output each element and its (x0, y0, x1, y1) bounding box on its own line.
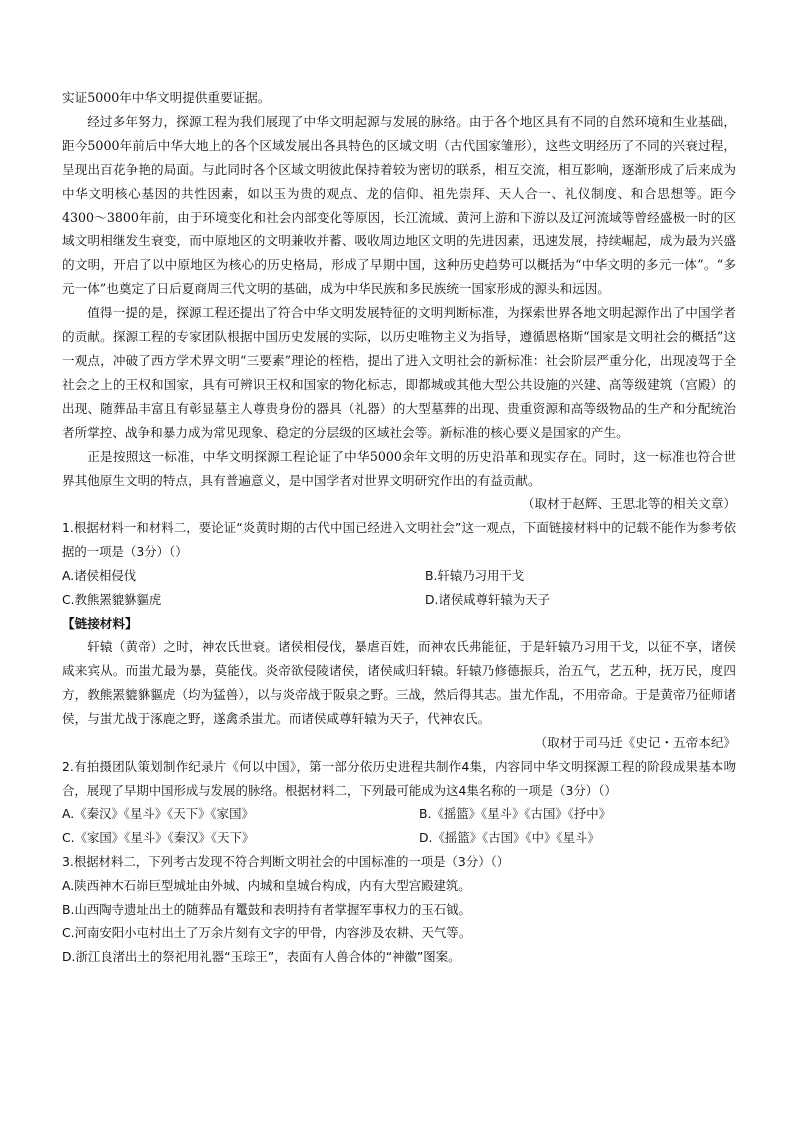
material-para1: 经过多年努力，探源工程为我们展现了中华文明起源与发展的脉络。由于各个地区具有不同的自然环境和生业基础，距今5000年前后中华大地上的各个区域发展出各具特色的区域文明（古代国家雏形），这些文明经历了不同的兴衰过程，呈现出百花争艳的局面。与此同时各个区域文明彼此保持着较为密切的联系，相互交流，相互影响，逐渐形成了后来成为中华文明核心基因的共性因素，如以玉为贵的观点、龙的信仰、祖先崇拜、天人合一、礼仪制度、和合思想等。距今4300～3800年前，由于环境变化和社会内部变化等原因，长江流域、黄河上游和下游以及辽河流域等曾经盛极一时的区域文明相继发生衰变，而中原地区的文明兼收并蓄、吸收周边地区文明的先进因素，迅速发展，持续崛起，成为最为兴盛的文明，开启了以中原地区为核心的历史格局，形成了早期中国，这种历史趋势可以概括为“中华文明的多元一体”。“多元一体”也奠定了日后夏商周三代文明的基础，成为中华民族和多民族统一国家形成的源头和远因。 (62, 113, 736, 297)
question-3-stem: 3.根据材料二，下列考古发现不符合判断文明社会的中国标准的一项是（3分）（） (62, 854, 510, 870)
material-para2: 值得一提的是，探源工程还提出了符合中华文明发展特征的文明判断标准，为探索世界各地文明起源作出了中国学者的贡献。探源工程的专家团队根据中国历史发展的实际，以历史唯物主义为指导，遵循恩格斯“国家是文明社会的概括”这一观点，冲破了西方学术界文明“三要素”理论的桎梏，提出了进入文明社会的新标准：社会阶层严重分化，出现凌驾于全社会之上的王权和国家，具有可辨识王权和国家的物化标志，即都城或其他大型公共设施的兴建、高等级建筑（宫殿）的出现、随葬品丰富且有彰显墓主人尊贵身份的器具（礼器）的大型墓葬的出现、贵重资源和高等级物品的生产和分配统治者所掌控、战争和暴力成为常见现象、稳定的分层级的区域社会等。新标准的核心要义是国家的产生。 (62, 305, 736, 440)
question-1-stem: 1.根据材料一和材料二，要论证“炎黄时期的古代中国已经进入文明社会”这一观点，下面链接材料中的记载不能作为参考依据的一项是（3分）（） (62, 520, 736, 560)
q3-option-c[interactable]: C.河南安阳小屯村出土了万余片刻有文字的甲骨，内容涉及农耕、天气等。 (62, 925, 472, 941)
link-material-text: 轩辕（黄帝）之时，神农氏世衰。诸侯相侵伐，暴虐百姓，而神农氏弗能征，于是轩辕乃习用干戈，以征不享，诸侯咸来宾从。而蚩尤最为暴，莫能伐。炎帝欲侵陵诸侯，诸侯咸归轩辕。轩辕乃修德振兵，治五气，艺五种，抚万民，度四方，教熊罴貔貅貙虎（均为猛兽），以与炎帝战于阪泉之野。三战，然后得其志。蚩尤作乱，不用帝命。于是黄帝乃征师诸侯，与蚩尤战于涿鹿之野，遂禽杀蚩尤。而诸侯咸尊轩辕为天子，代神农氏。 (62, 639, 736, 727)
link-material-source: （取材于司马迁《史记・五帝本纪》 (534, 734, 736, 750)
q3-option-d[interactable]: D.浙江良渚出土的祭祀用礼器“玉琮王”，表面有人兽合体的“神徽”图案。 (62, 949, 461, 965)
q3-option-a[interactable]: A.陕西神木石峁巨型城址由外城、内城和皇城台构成，内有大型宫殿建筑。 (62, 877, 471, 893)
q3-option-b[interactable]: B.山西陶寺遗址出土的随葬品有鼍鼓和表明持有者掌握军事权力的玉石钺。 (62, 901, 471, 917)
q1-option-b[interactable]: B.轩辕乃习用干戈 (425, 567, 525, 583)
q1-option-d[interactable]: D.诸侯咸尊轩辕为天子 (425, 591, 550, 607)
question-2-stem: 2.有拍摄团队策划制作纪录片《何以中国》，第一部分依历史进程共制作4集，内容同中华文明探源工程的阶段成果基本吻合，展现了早期中国形成与发展的脉络。根据材料二，下列最可能成为这4集名称的一项是（3分）（） (62, 758, 736, 798)
material-line0: 实证5000年中华文明提供重要证据。 (62, 90, 271, 105)
q1-option-a[interactable]: A.诸侯相侵伐 (62, 567, 137, 583)
exam-page (62, 86, 736, 969)
material-para3: 正是按照这一标准，中华文明探源工程论证了中华5000余年文明的历史沿革和现实存在。同时，这一标准也符合世界其他原生文明的特点，具有普遍意义，是中国学者对世界文明研究作出的有益贡献。 (62, 448, 736, 488)
question-2-options (62, 802, 736, 850)
q1-option-c[interactable]: C.教熊罴貔貅貙虎 (62, 591, 162, 607)
q2-option-c[interactable]: C.《家国》《星斗》《秦汉》《天下》 (62, 830, 255, 846)
q2-option-a[interactable]: A.《秦汉》《星斗》《天下》《家国》 (62, 806, 254, 822)
q2-option-d[interactable]: D.《摇篮》《古国》《中》《星斗》 (419, 830, 600, 846)
material-source: （取材于赵辉、王思北等的相关文章） (521, 496, 736, 512)
q2-option-b[interactable]: B.《摇篮》《星斗》《古国》《抒中》 (419, 806, 612, 822)
question-1-options (62, 564, 736, 612)
link-material-heading: 【链接材料】 (62, 615, 138, 631)
